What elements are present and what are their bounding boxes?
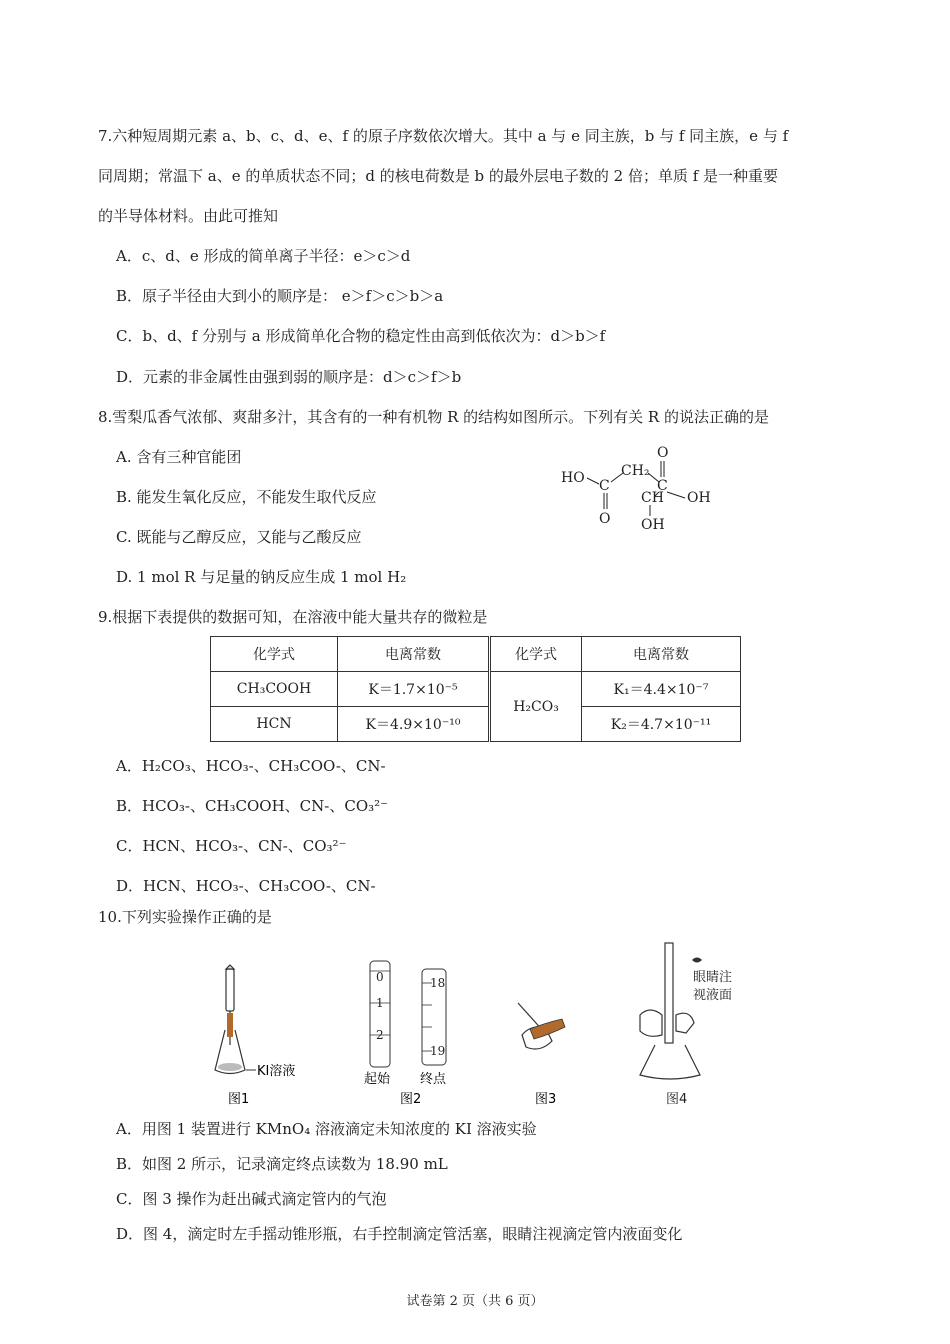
struct-o-top: O (657, 445, 669, 461)
q7-option-a: A．c、d、e 形成的简单离子半径：e＞c＞d (116, 247, 411, 265)
fig1-ki-label: KI溶液 (257, 1064, 296, 1079)
struct-c1: C (599, 478, 610, 494)
q7-stem-line1: 7.六种短周期元素 a、b、c、d、e、f 的原子序数依次增大。其中 a 与 e 同主族，b 与 f 同主族，e 与 f (98, 127, 789, 145)
struct-oh-right: OH (687, 490, 711, 506)
fig4-eye-line1: 眼睛注 (693, 970, 733, 985)
eye-icon (692, 958, 702, 963)
struct-c2: C (657, 478, 668, 494)
q10-stem: 10.下列实验操作正确的是 (98, 908, 272, 926)
q9-option-b: B．HCO₃-、CH₃COOH、CN-、CO₃²⁻ (116, 797, 389, 815)
fig2-tick-18: 18 (430, 976, 446, 990)
q10-option-b: B．如图 2 所示，记录滴定终点读数为 18.90 mL (116, 1155, 448, 1173)
q7-option-c: C．b、d、f 分别与 a 形成简单化合物的稳定性由高到低依次为：d＞b＞f (116, 327, 606, 345)
struct-o-bottom: O (599, 511, 611, 527)
cell-ch3cooh: CH₃COOH (211, 672, 338, 707)
fig3-caption: 图3 (535, 1092, 557, 1107)
th-formula-1: 化学式 (211, 637, 338, 672)
cell-h2co3: H₂CO₃ (490, 672, 582, 742)
page-footer: 试卷第 2 页（共 6 页） (406, 1294, 544, 1309)
q8-option-a: A. 含有三种官能团 (116, 448, 242, 466)
fig4-eye-line2: 视液面 (693, 988, 733, 1003)
q10-option-a: A．用图 1 装置进行 KMnO₄ 溶液滴定未知浓度的 KI 溶液实验 (116, 1120, 537, 1138)
fig1-caption: 图1 (228, 1092, 250, 1107)
struct-ho: HO (561, 470, 585, 486)
q7-option-b: B．原子半径由大到小的顺序是： e＞f＞c＞b＞a (116, 287, 444, 305)
th-constant-2: 电离常数 (582, 637, 741, 672)
q9-option-c: C．HCN、HCO₃-、CN-、CO₃²⁻ (116, 837, 347, 855)
q9-stem: 9.根据下表提供的数据可知，在溶液中能大量共存的微粒是 (98, 608, 488, 626)
q9-option-d: D．HCN、HCO₃-、CH₃COO-、CN- (116, 877, 376, 895)
cell-hcn: HCN (211, 707, 338, 742)
fig2-end-label: 终点 (420, 1072, 447, 1087)
q8-stem: 8.雪梨瓜香气浓郁、爽甜多汁，其含有的一种有机物 R 的结构如图所示。下列有关 R 的说法正确的是 (98, 408, 769, 426)
cell-h2co3-k2: K₂＝4.7×10⁻¹¹ (582, 707, 741, 742)
q8-option-b: B. 能发生氧化反应，不能发生取代反应 (116, 488, 377, 506)
ionization-constant-table (210, 636, 741, 742)
q8-structure-diagram (555, 440, 725, 535)
q8-option-d: D. 1 mol R 与足量的钠反应生成 1 mol H₂ (116, 568, 407, 586)
cell-h2co3-k1: K₁＝4.4×10⁻⁷ (582, 672, 741, 707)
cell-ch3cooh-k: K＝1.7×10⁻⁵ (338, 672, 490, 707)
q7-option-d: D．元素的非金属性由强到弱的顺序是：d＞c＞f＞b (116, 368, 462, 386)
th-constant-1: 电离常数 (338, 637, 490, 672)
fig2-caption: 图2 (400, 1092, 422, 1107)
cell-hcn-k: K＝4.9×10⁻¹⁰ (338, 707, 490, 742)
q10-option-d: D．图 4，滴定时左手摇动锥形瓶，右手控制滴定管活塞，眼睛注视滴定管内液面变化 (116, 1225, 683, 1243)
struct-ch: CH (641, 490, 664, 506)
th-formula-2: 化学式 (490, 637, 582, 672)
fig2-tick-1: 1 (376, 996, 384, 1010)
q7-stem-line3: 的半导体材料。由此可推知 (98, 207, 279, 225)
fig4-caption: 图4 (666, 1092, 688, 1107)
struct-ch2: CH₂ (621, 463, 650, 479)
q7-stem-line2: 同周期；常温下 a、e 的单质状态不同；d 的核电荷数是 b 的最外层电子数的 2 倍；单质 f 是一种重要 (98, 167, 779, 185)
struct-oh-bottom: OH (641, 517, 665, 533)
q10-figures (200, 935, 760, 1110)
q8-option-c: C. 既能与乙醇反应，又能与乙酸反应 (116, 528, 362, 546)
fig2-tick-0: 0 (376, 970, 384, 984)
q9-option-a: A．H₂CO₃、HCO₃-、CH₃COO-、CN- (116, 757, 386, 775)
q10-option-c: C．图 3 操作为赶出碱式滴定管内的气泡 (116, 1190, 387, 1208)
fig2-tick-19: 19 (430, 1044, 446, 1058)
fig2-start-label: 起始 (364, 1072, 391, 1087)
fig2-tick-2: 2 (376, 1028, 384, 1042)
